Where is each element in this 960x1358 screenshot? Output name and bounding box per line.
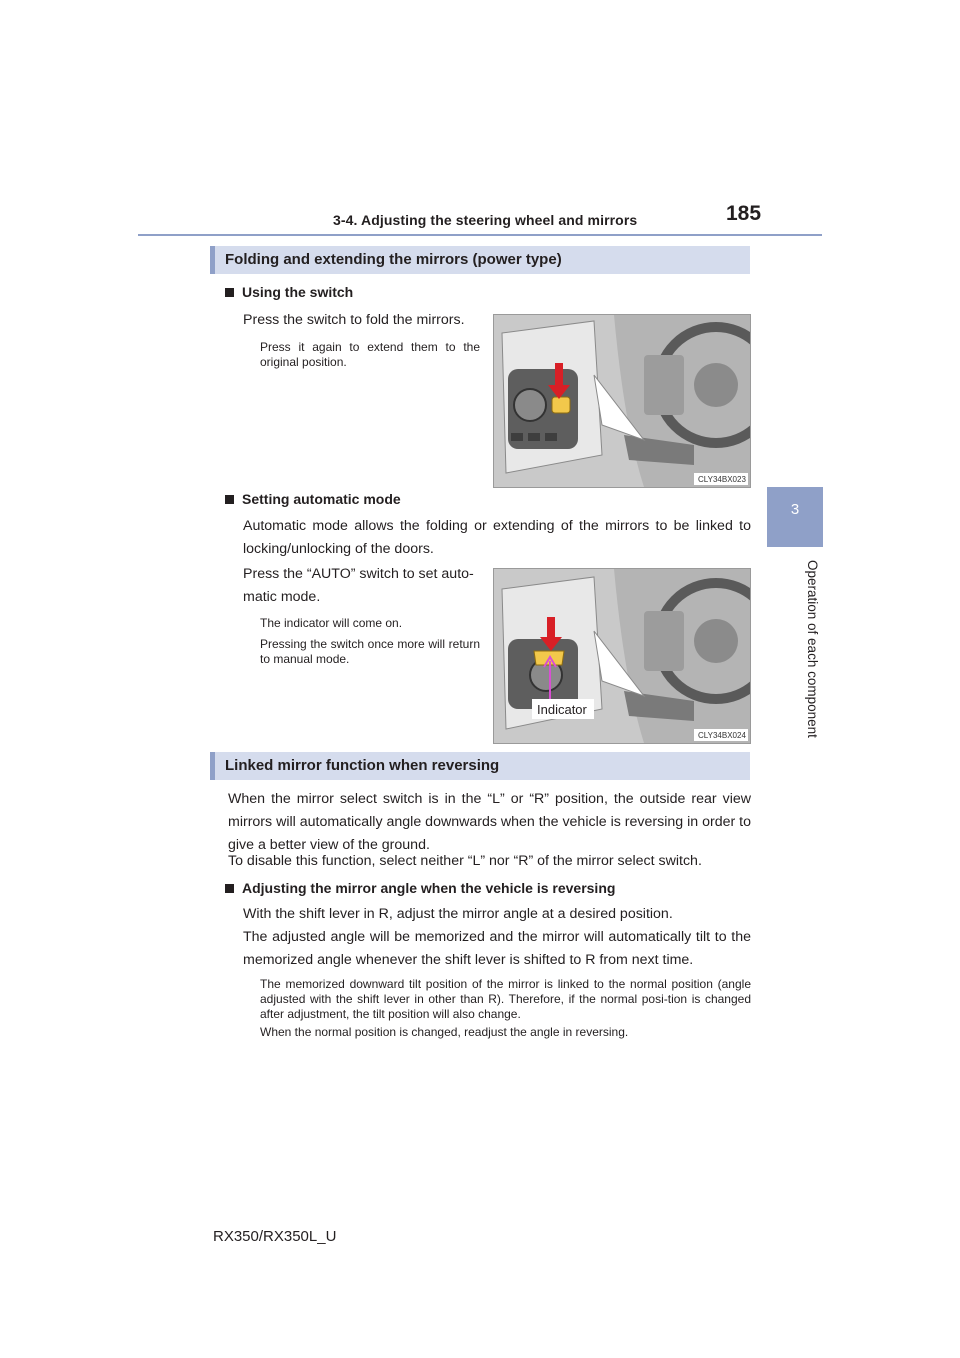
chapter-title: 3-4. Adjusting the steering wheel and mirrors	[333, 212, 638, 228]
subheading-text: Setting automatic mode	[242, 491, 401, 507]
figure-auto-switch	[493, 568, 751, 744]
square-bullet-icon	[225, 884, 234, 893]
model-footer: RX350/RX350L_U	[213, 1228, 337, 1245]
page-number: 185	[726, 202, 762, 225]
chapter-tab-label: Operation of each component	[805, 560, 820, 738]
section-heading-linked-mirror	[210, 752, 750, 780]
adjust-note-2: When the normal position is changed, readjust the angle in reversing.	[260, 1025, 629, 1039]
auto-mode-note-2: Pressing the switch once more will return to manual mode.	[260, 637, 480, 666]
adjust-note-1: The memorized downward tilt position of the mirror is linked to the normal position (angle adjusted with the shift lever in other than R). Therefore, if the normal posi-tion is changed after adjustment, the tilt position will also change.	[260, 977, 751, 1021]
auto-mode-instruction: Press the “AUTO” switch to set auto-matic mode.	[243, 566, 474, 605]
section-heading-folding	[210, 246, 750, 274]
chapter-tab-number: 3	[790, 501, 800, 518]
linked-mirror-para-2: To disable this function, select neither “L” nor “R” of the mirror select switch.	[228, 853, 702, 869]
subheading-auto-mode	[225, 491, 401, 507]
adjust-text-2: The adjusted angle will be memorized and the mirror will automatically tilt to the memorized angle whenever the shift lever is shifted to R from next time.	[243, 929, 751, 968]
figure-fold-switch	[493, 314, 751, 488]
using-switch-text: Press the switch to fold the mirrors.	[243, 312, 465, 328]
subheading-text: Adjusting the mirror angle when the vehicle is reversing	[242, 880, 616, 896]
auto-mode-note-1: The indicator will come on.	[260, 616, 403, 630]
fold-switch-illustration	[494, 315, 750, 487]
subheading-text: Using the switch	[242, 284, 354, 300]
figure-code: CLY34BX023	[698, 475, 746, 484]
subheading-using-switch	[225, 284, 353, 300]
subheading-adjust-reversing	[225, 880, 615, 896]
figure-code: CLY34BX024	[698, 731, 746, 740]
adjust-text-1: With the shift lever in R, adjust the mirror angle at a desired position.	[243, 906, 673, 922]
chapter-tab	[767, 487, 823, 547]
linked-mirror-para-1: When the mirror select switch is in the “L” or “R” position, the outside rear view mirrors will automatically angle downwards when the vehicle is reversing in order to give a better view of the ground.	[228, 791, 751, 853]
square-bullet-icon	[225, 495, 234, 504]
using-switch-note: Press it again to extend them to the original position.	[260, 340, 480, 369]
section-title: Folding and extending the mirrors (power type)	[225, 251, 562, 268]
section-title: Linked mirror function when reversing	[225, 757, 500, 774]
square-bullet-icon	[225, 288, 234, 297]
auto-mode-text: Automatic mode allows the folding or extending of the mirrors to be linked to locking/unlocking of the doors.	[243, 518, 751, 557]
indicator-label: Indicator	[537, 702, 587, 717]
header-rule	[138, 234, 822, 236]
auto-switch-illustration	[494, 569, 750, 743]
